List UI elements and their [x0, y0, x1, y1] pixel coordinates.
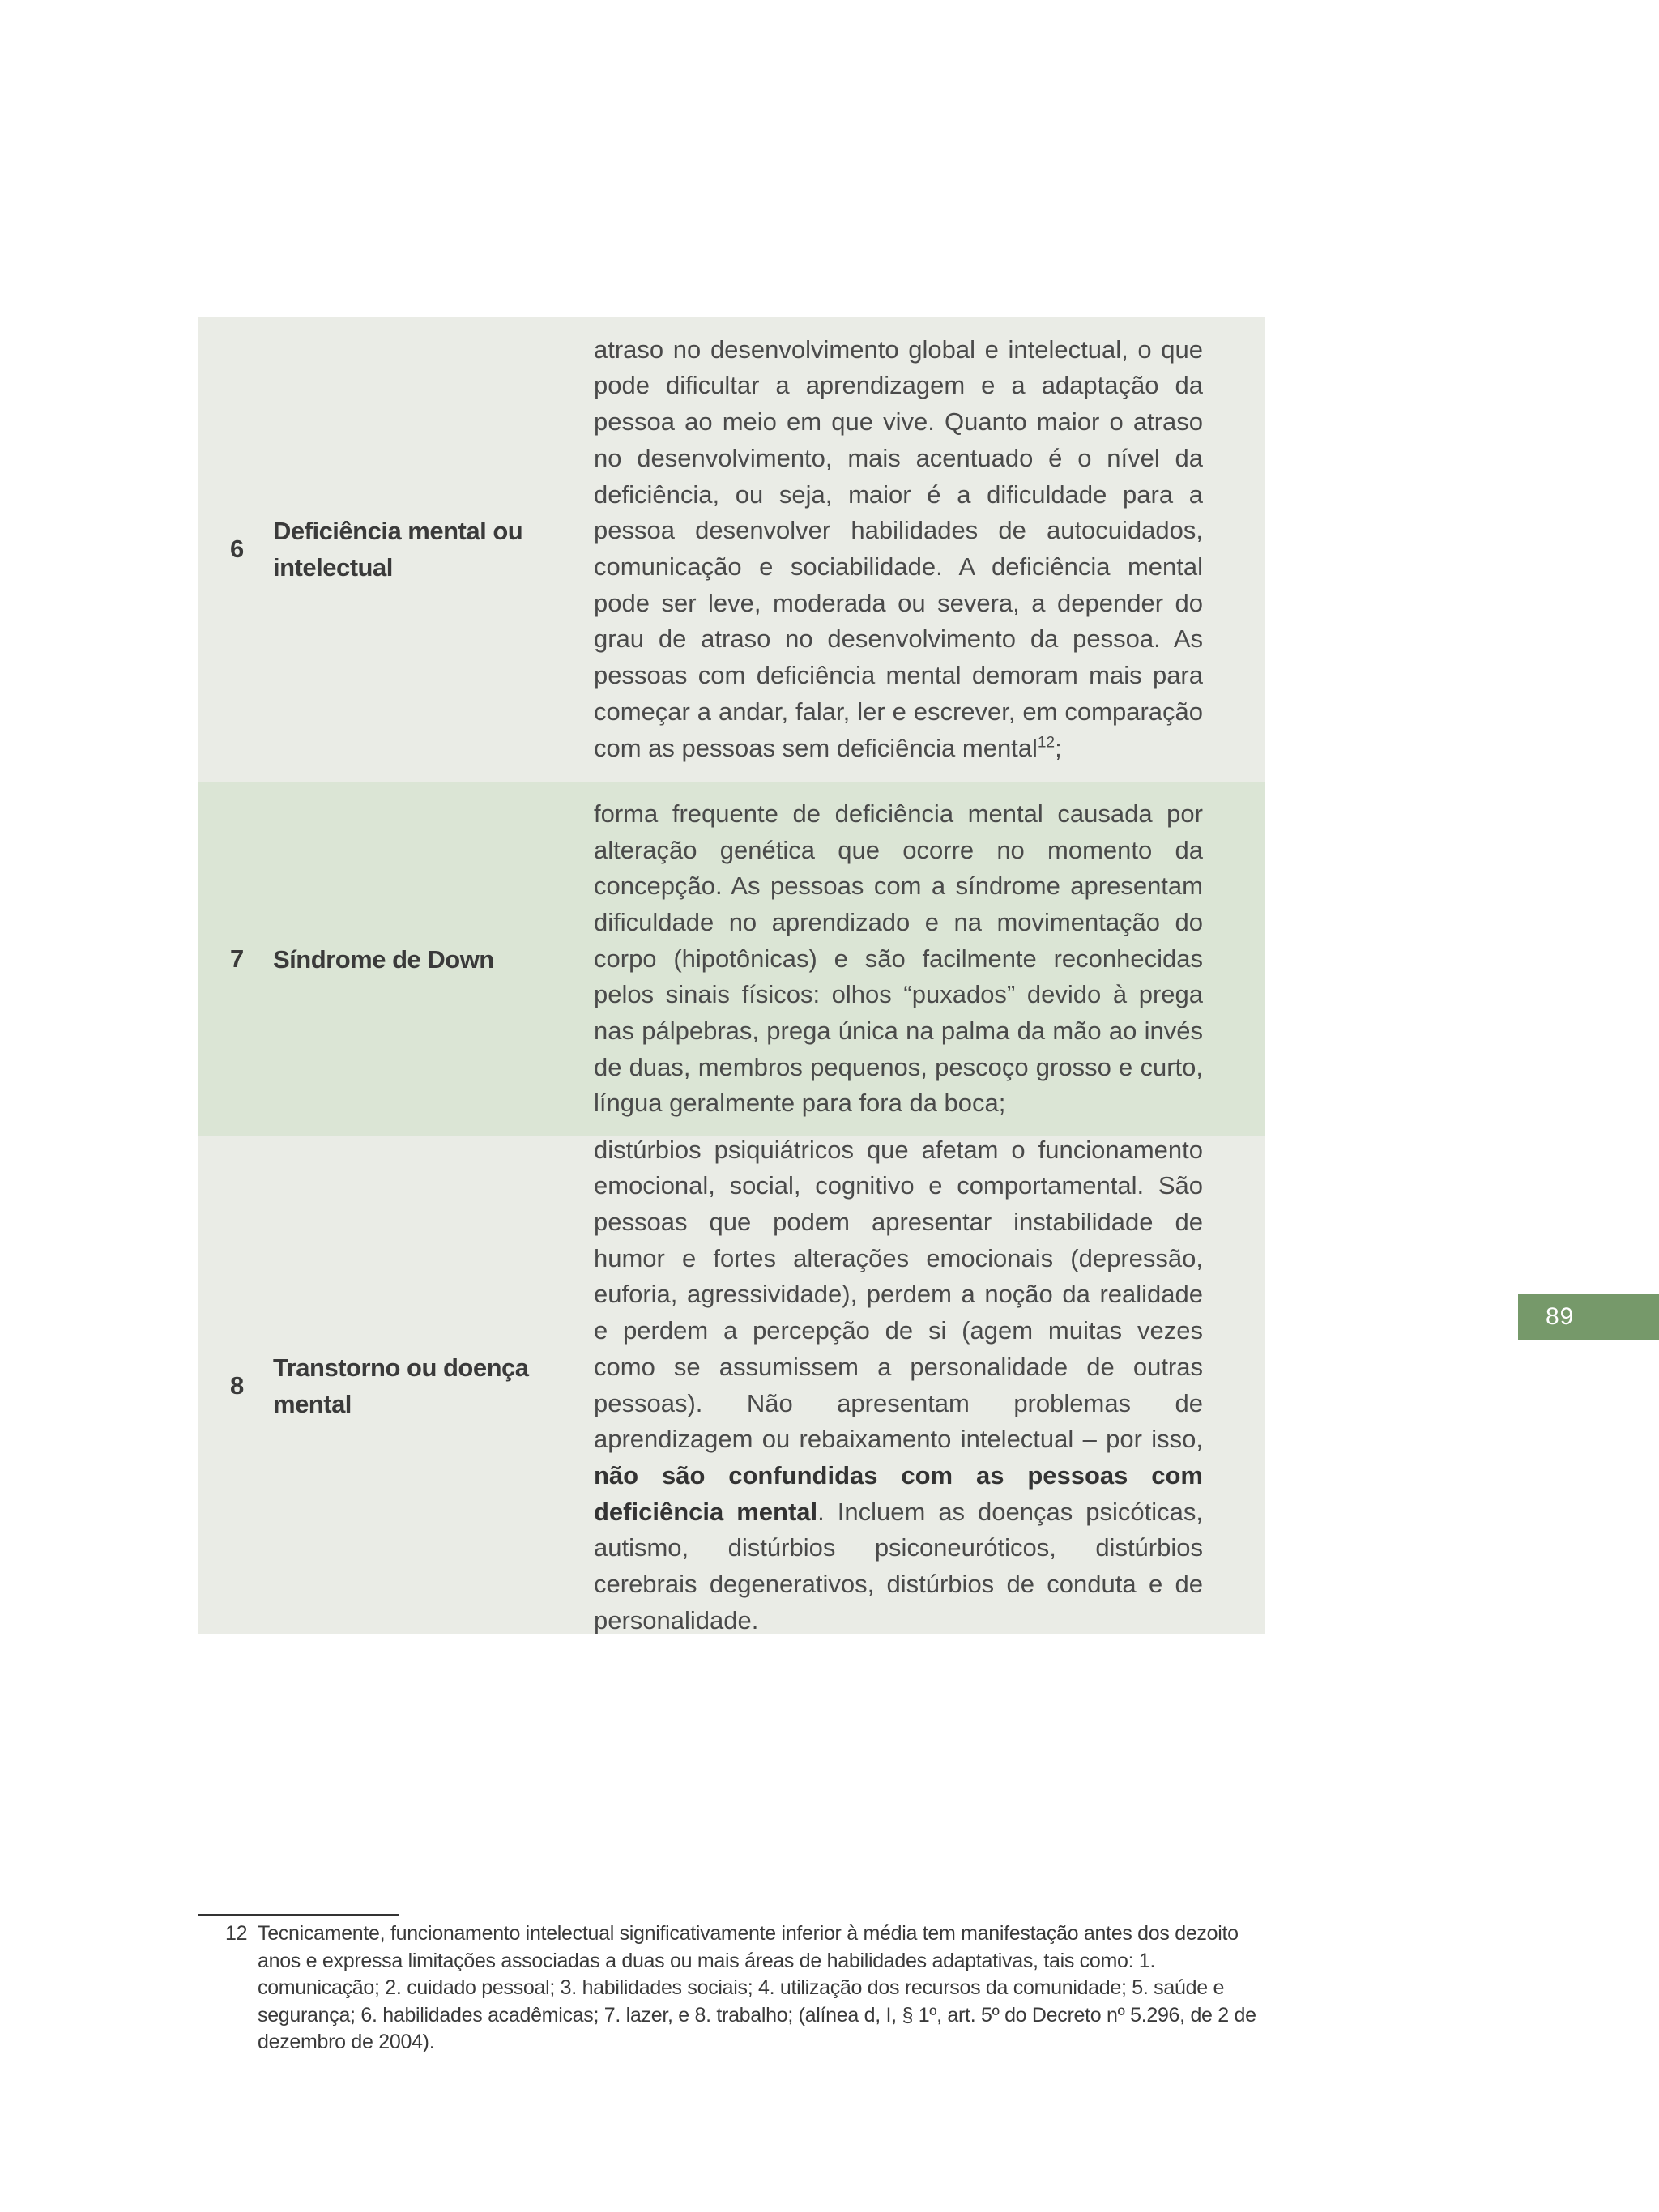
table-row — [198, 782, 1265, 1136]
page-number: 89 — [1546, 1302, 1575, 1330]
row-number: 7 — [230, 944, 245, 973]
table-row — [198, 317, 1265, 782]
page-number-tab — [1518, 1294, 1659, 1340]
footnote-ref: 12 — [1037, 734, 1056, 752]
footnote-text: Tecnicamente, funcionamento intelectual significativamente inferior à média tem manifestação antes dos dezoito anos e expressa limitações associadas a duas ou mais áreas de habilidades adaptativas, tais como: 1. comunicação; 2. cuidado pessoal; 3. habilidades sociais; 4. utilização dos recursos da comunidade; 5. saúde e segurança; 6. habilidades acadêmicas; 7. lazer, e 8. trabalho; (alínea d, I, § 1º, art. 5º do Decreto nº 5.296, de 2 de dezembro de 2004). — [258, 1922, 1256, 2053]
row-number: 8 — [230, 1370, 245, 1400]
footnote-divider — [198, 1914, 399, 1916]
description-emphasis: não são confundidas com as pessoas com deficiência mental — [594, 1460, 1203, 1526]
definitions-table — [198, 317, 1265, 1634]
row-description — [594, 1132, 1203, 1639]
table-row — [198, 1136, 1265, 1634]
description-text: distúrbios psiquiátricos que afetam o funcionamento emocional, social, cognitivo e comportamental. São pessoas que podem apresentar instabilidade de humor e fortes alterações emocionais (depressão, euforia, agressividade), perdem a noção da realidade e perdem a percepção de si (agem muitas vezes como se assumissem a personalidade de outras pessoas). Não apresentam problemas de aprendizagem ou rebaixamento intelectual – por isso, — [594, 1135, 1203, 1454]
row-term: Síndrome de Down — [273, 944, 494, 974]
footnote — [225, 1920, 1264, 2056]
row-term: Transtorno ou doença mental — [273, 1353, 529, 1418]
row-number: 6 — [230, 535, 245, 563]
footnote-number: 12 — [225, 1922, 248, 1945]
description-end: ; — [1055, 733, 1062, 762]
row-term: Deficiência mental ou intelectual — [273, 517, 523, 582]
row-description — [594, 332, 1203, 766]
row-description: forma frequente de deficiência mental causada por alteração genética que ocorre no momento da concepção. As pessoas com a síndrome apresentam dificuldade no aprendizado e na movimentação do corpo (hipotônicas) e são facilmente reconhecidas pelos sinais físicos: olhos “puxados” devido à prega nas pálpebras, prega única na palma da mão ao invés de duas, membros pequenos, pescoço grosso e curto, língua geralmente para fora da boca; — [594, 799, 1203, 1118]
description-text: atraso no desenvolvimento global e intelectual, o que pode dificultar a aprendizagem e a adaptação da pessoa ao meio em que vive. Quanto maior o atraso no desenvolvimento, mais acentuado é o nível da deficiência, ou seja, maior é a dificuldade para a pessoa desenvolver habilidades de autocuidados, comunicação e sociabilidade. A deficiência mental pode ser leve, moderada ou severa, a depender do grau de atraso no desenvolvimento da pessoa. As pessoas com deficiência mental demoram mais para começar a andar, falar, ler e escrever, em comparação com as pessoas sem deficiência mental — [594, 335, 1203, 762]
description-text-end: . Incluem as doenças psicóticas, autismo, distúrbios psiconeuróticos, distúrbios cerebrais degenerativos, distúrbios de conduta e de personalidade. — [594, 1497, 1203, 1634]
